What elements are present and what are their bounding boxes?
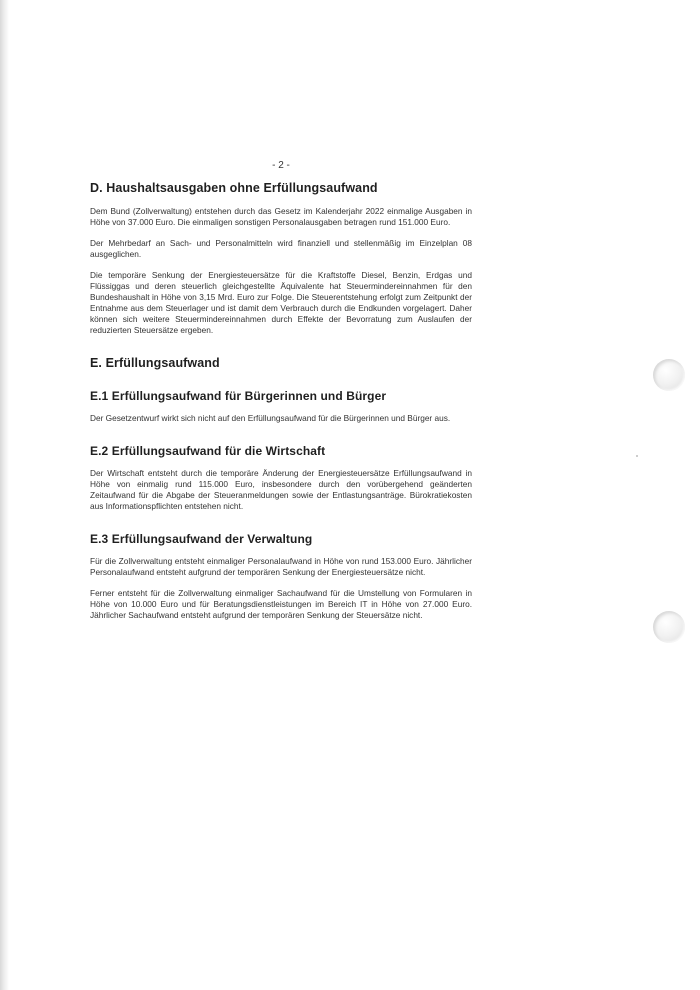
- section-e2-paragraph: Der Wirtschaft entsteht durch die temporäre Änderung der Energiesteuersätze Erfüllungsaufwand in Höhe von einmalig rund 115.000 Euro, insbesondere durch den vorübergehend geänderten Zeitaufwand für die Abgabe der Steueranmeldungen sowie der Entlastungsanträge. Bürokratiekosten aus Informationspflichten entstehen nicht.: [90, 468, 472, 511]
- section-d-paragraph-3: Die temporäre Senkung der Energiesteuersätze für die Kraftstoffe Diesel, Benzin, Erdgas und Flüssiggas und deren steuerlich gleichgestellte Äquivalente hat Steuermindereinnahmen für den Bundeshaushalt in Höhe von 3,15 Mrd. Euro zur Folge. Die Steuerentstehung erfolgt zum Zeitpunkt der Entnahme aus dem Steuerlager und ist damit dem Verbrauch durch die Endkunden vorgelagert. Daher können sich weitere Steuermindereinnahmen durch Effekte der Bevorratung zum Auslaufen der reduzierten Steuersätze ergeben.: [90, 270, 472, 335]
- page-number: - 2 -: [272, 160, 290, 171]
- section-e-heading: E. Erfüllungsaufwand: [90, 356, 220, 370]
- section-d: [90, 181, 472, 336]
- section-d-paragraph-1: Dem Bund (Zollverwaltung) entstehen durch das Gesetz im Kalenderjahr 2022 einmalige Ausgaben in Höhe von 37.000 Euro. Die einmaligen sonstigen Personalausgaben betragen rund 151.000 Euro.: [90, 206, 472, 227]
- section-e2-heading: E.2 Erfüllungsaufwand für die Wirtschaft: [90, 444, 326, 458]
- section-e3-heading: E.3 Erfüllungsaufwand der Verwaltung: [90, 532, 313, 546]
- section-e3-paragraph-1: Für die Zollverwaltung entsteht einmaliger Personalaufwand in Höhe von rund 153.000 Euro. Jährlicher Personalaufwand entsteht aufgrund der temporären Senkung der Energiesteuersätze nicht.: [90, 556, 472, 577]
- section-e3: [90, 532, 472, 621]
- punch-hole-lower: [653, 611, 685, 643]
- section-e3-paragraph-2: Ferner entsteht für die Zollverwaltung einmaliger Sachaufwand für die Umstellung von Formularen in Höhe von 10.000 Euro und für Beratungsdienstleistungen im Bereich IT in Höhe von 27.000 Euro. Jährlicher Sachaufwand entsteht aufgrund der temporären Senkung der Steuersätze nicht.: [90, 588, 472, 620]
- scan-speck: [636, 455, 638, 457]
- section-d-paragraph-2: Der Mehrbedarf an Sach- und Personalmitteln wird finanziell und stellenmäßig im Einzelplan 08 ausgeglichen.: [90, 238, 472, 259]
- scanned-page-edge: [0, 0, 9, 990]
- section-e1: [90, 389, 472, 424]
- section-e2: [90, 444, 472, 512]
- section-d-heading: D. Haushaltsausgaben ohne Erfüllungsaufwand: [90, 181, 378, 195]
- punch-hole-upper: [653, 359, 685, 391]
- section-e1-heading: E.1 Erfüllungsaufwand für Bürgerinnen und Bürger: [90, 389, 387, 403]
- section-e: [90, 356, 472, 371]
- document-body: [90, 160, 472, 621]
- section-e1-paragraph: Der Gesetzentwurf wirkt sich nicht auf den Erfüllungsaufwand für die Bürgerinnen und Bürger aus.: [90, 413, 451, 423]
